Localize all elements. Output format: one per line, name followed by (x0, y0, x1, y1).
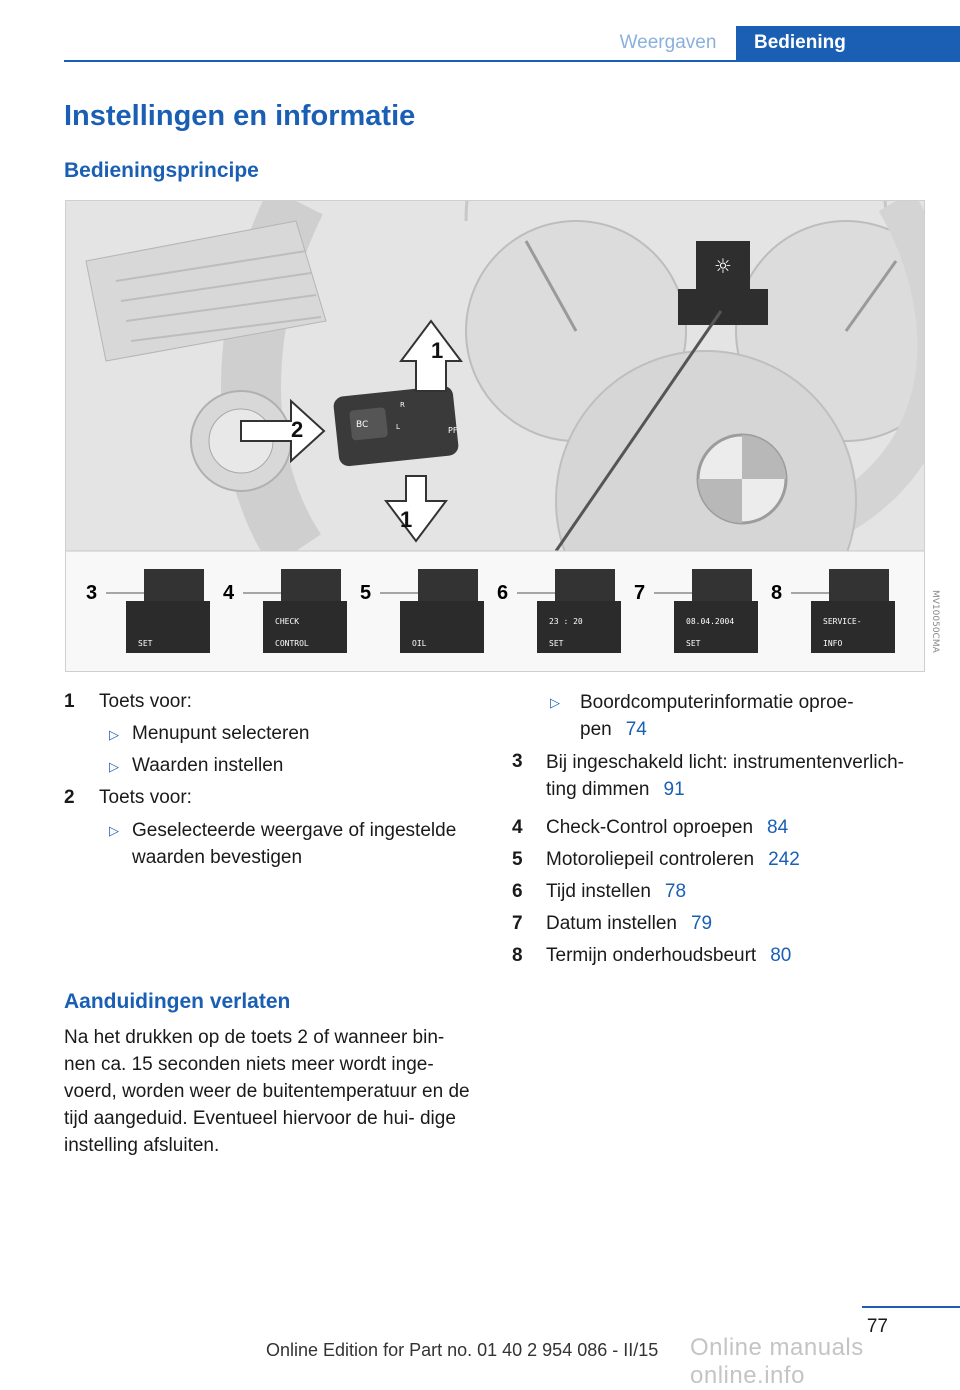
display-line2: SET (138, 639, 153, 648)
bullet-item: ▷ Boordcomputerinformatie oproe- pen 74 (512, 686, 932, 746)
list-item: 2 Toets voor: (64, 787, 192, 808)
display-number: 5 (360, 582, 372, 604)
page-ref-link[interactable]: 91 (663, 779, 685, 800)
bullet-item: ▷ Waarden instellen (64, 750, 474, 782)
figure-watermark (925, 590, 947, 670)
footer-rule (862, 1306, 960, 1308)
triangle-bullet-icon: ▷ (550, 695, 560, 710)
bullet-item: ▷ Menupunt selecteren (64, 718, 474, 750)
right-list (512, 686, 932, 972)
display-number: 4 (223, 582, 235, 604)
tab-bediening[interactable]: Bediening (736, 26, 960, 60)
display-number: 6 (497, 582, 509, 604)
page-ref-link[interactable]: 74 (625, 719, 647, 740)
display-line2: CONTROL (275, 639, 309, 648)
display-number: 7 (634, 582, 646, 604)
display-line2: INFO (823, 639, 843, 648)
stalk-label-l: L (396, 423, 400, 431)
page-ref-link[interactable]: 84 (767, 817, 789, 838)
page-ref-link[interactable]: 242 (768, 849, 800, 870)
list-item: 8 Termijn onderhoudsbeurt 80 (512, 945, 792, 966)
display-line1: CHECK (275, 617, 300, 626)
stalk-label-r: R (400, 401, 405, 409)
display-line2: SET (686, 639, 701, 648)
list-item: 5 Motoroliepeil controleren 242 (512, 849, 800, 870)
display-number: 8 (771, 582, 783, 604)
stalk-label-pf: PF (448, 426, 458, 435)
list-item: 4 Check-Control oproepen 84 (512, 817, 789, 838)
stalk-label-bc: BC (356, 420, 369, 430)
display-line1: 23 : 20 (549, 617, 583, 626)
site-watermark: Online manuals online.info (690, 1334, 864, 1389)
triangle-bullet-icon: ▷ (109, 727, 119, 742)
dashboard-illustration (65, 200, 925, 672)
list-item: 1 Toets voor: (64, 691, 192, 712)
display-number: 3 (86, 582, 98, 604)
page-ref-link[interactable]: 78 (664, 881, 687, 902)
callout-2: 2 (291, 417, 304, 442)
list-item: 3 Bij ingeschakeld licht: instrumentenverlich- ting dimmen 91 (512, 751, 904, 800)
page-ref-link[interactable]: 80 (770, 945, 792, 966)
svg-text:☼: ☼ (714, 254, 732, 278)
page-ref-link[interactable]: 79 (690, 913, 713, 934)
callout-1-down: 1 (400, 507, 413, 532)
svg-text:MV10050CMA: MV10050CMA (930, 590, 940, 653)
section-subtitle: Bedieningsprincipe (64, 159, 259, 182)
display-line1: 08.04.2004 (686, 617, 735, 626)
tab-weergaven[interactable]: Weergaven (619, 32, 717, 53)
triangle-bullet-icon: ▷ (109, 823, 119, 838)
callout-1-up: 1 (431, 338, 444, 363)
page-title: Instellingen en informatie (64, 100, 416, 132)
header-rule (64, 60, 960, 62)
display-line2: SET (549, 639, 564, 648)
display-line1: SERVICE- (823, 617, 862, 626)
list-item: 7 Datum instellen 79 (512, 913, 713, 934)
left-list (64, 686, 474, 878)
bullet-item: ▷ Geselecteerde weergave of ingestelde waarden bevestigen (64, 814, 474, 878)
footer-edition: Online Edition for Part no. 01 40 2 954 086 - II/15 (266, 1340, 659, 1360)
display-line2: OIL (412, 639, 427, 648)
page-number: 77 (866, 1316, 888, 1337)
section-title-aanduidingen: Aanduidingen verlaten (64, 990, 291, 1013)
list-item: 6 Tijd instellen 78 (512, 881, 687, 902)
section-paragraph: Na het drukken op de toets 2 of wanneer bin- nen ca. 15 seconden niets meer wordt inge- voerd, worden weer de buitentemperatuur en de tijd aangeduid. Eventueel hiervoor de hui- dige instelling afsluiten. (64, 1027, 470, 1156)
triangle-bullet-icon: ▷ (109, 759, 119, 774)
